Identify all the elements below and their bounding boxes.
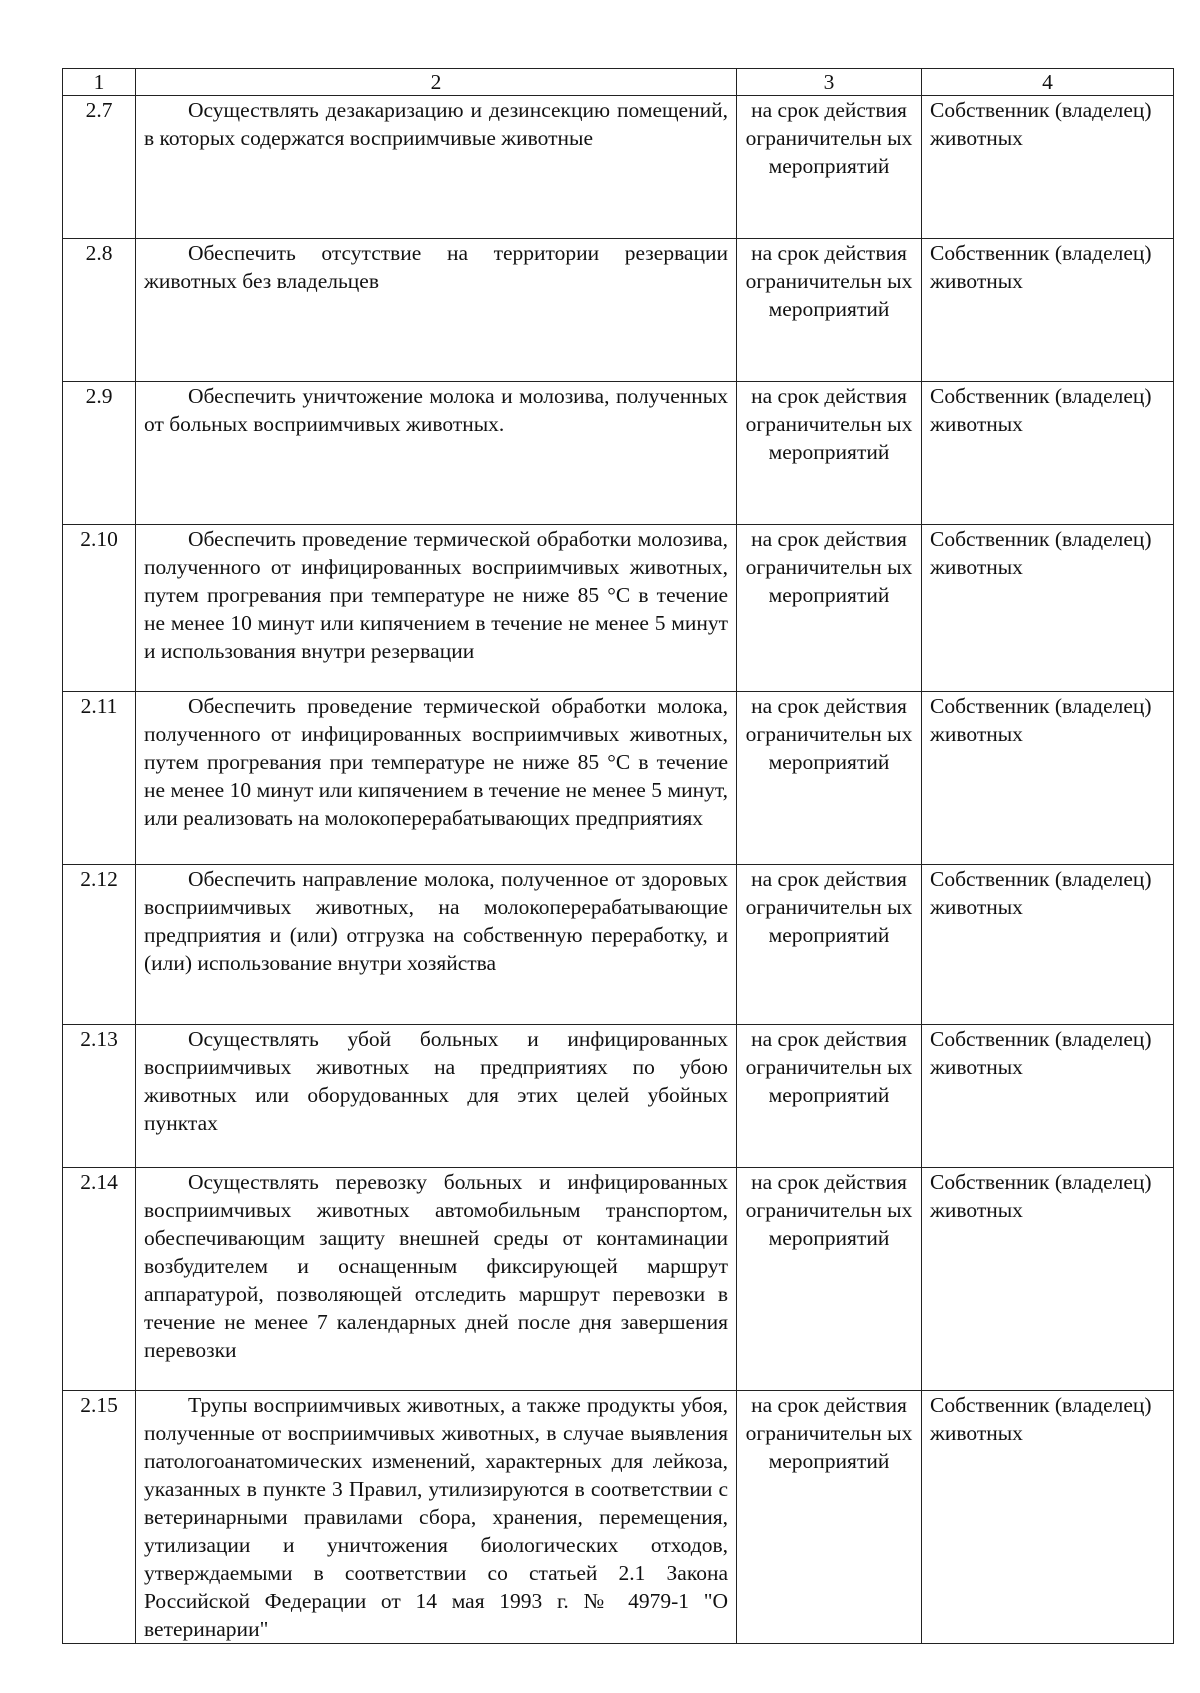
row-responsible: Собственник (владелец) животных	[922, 96, 1174, 239]
row-description: Осуществлять убой больных и инфицированных восприимчивых животных на предприятиях по убою животных или оборудованных для этих целей убойных пунктах	[136, 1025, 737, 1168]
row-number: 2.13	[63, 1025, 136, 1168]
row-responsible: Собственник (владелец) животных	[922, 1168, 1174, 1391]
table-row	[63, 1391, 1174, 1644]
header-col-2: 2	[136, 69, 737, 96]
row-responsible: Собственник (владелец) животных	[922, 1025, 1174, 1168]
row-term: на срок действия ограничительн ых мероприятий	[737, 382, 922, 525]
row-responsible: Собственник (владелец) животных	[922, 1391, 1174, 1644]
row-term: на срок действия ограничительн ых мероприятий	[737, 96, 922, 239]
table-row	[63, 1168, 1174, 1391]
row-responsible: Собственник (владелец) животных	[922, 865, 1174, 1025]
row-description: Обеспечить проведение термической обработки молозива, полученного от инфицированных восприимчивых животных, путем прогревания при температуре не ниже 85 °С в течение не менее 10 минут или кипячением в течение не менее 5 минут и использования внутри резервации	[136, 525, 737, 692]
table-row	[63, 382, 1174, 525]
row-term: на срок действия ограничительн ых мероприятий	[737, 1168, 922, 1391]
table-row	[63, 239, 1174, 382]
row-description: Осуществлять дезакаризацию и дезинсекцию помещений, в которых содержатся восприимчивые животные	[136, 96, 737, 239]
row-description: Обеспечить проведение термической обработки молока, полученного от инфицированных восприимчивых животных, путем прогревания при температуре не ниже 85 °С в течение не менее 10 минут или кипячением в течение не менее 5 минут, или реализовать на молокоперерабатывающих предприятиях	[136, 692, 737, 865]
row-responsible: Собственник (владелец) животных	[922, 525, 1174, 692]
row-responsible: Собственник (владелец) животных	[922, 239, 1174, 382]
header-col-4: 4	[922, 69, 1174, 96]
measures-table	[62, 68, 1174, 1644]
row-number: 2.8	[63, 239, 136, 382]
row-number: 2.10	[63, 525, 136, 692]
table-row	[63, 525, 1174, 692]
row-number: 2.7	[63, 96, 136, 239]
header-col-3: 3	[737, 69, 922, 96]
row-term: на срок действия ограничительн ых мероприятий	[737, 1025, 922, 1168]
row-number: 2.11	[63, 692, 136, 865]
row-description: Обеспечить направление молока, полученное от здоровых восприимчивых животных, на молокоперерабатывающие предприятия и (или) отгрузка на собственную переработку, и (или) использование внутри хозяйства	[136, 865, 737, 1025]
row-number: 2.12	[63, 865, 136, 1025]
table-row	[63, 96, 1174, 239]
row-description: Обеспечить уничтожение молока и молозива, полученных от больных восприимчивых животных.	[136, 382, 737, 525]
row-number: 2.14	[63, 1168, 136, 1391]
row-responsible: Собственник (владелец) животных	[922, 382, 1174, 525]
row-term: на срок действия ограничительн ых мероприятий	[737, 1391, 922, 1644]
table-row	[63, 1025, 1174, 1168]
table-row	[63, 692, 1174, 865]
table-row	[63, 865, 1174, 1025]
row-description: Трупы восприимчивых животных, а также продукты убоя, полученные от восприимчивых животных, в случае выявления патологоанатомических изменений, характерных для лейкоза, указанных в пункте 3 Правил, утилизируются в соответствии с ветеринарными правилами сбора, хранения, перемещения, утилизации и уничтожения биологических отходов, утверждаемыми в соответствии со статьей 2.1 Закона Российской Федерации от 14 мая 1993 г. № 4979-1 "О ветеринарии"	[136, 1391, 737, 1644]
row-term: на срок действия ограничительн ых мероприятий	[737, 239, 922, 382]
header-col-1: 1	[63, 69, 136, 96]
table-header-row	[63, 69, 1174, 96]
row-term: на срок действия ограничительн ых мероприятий	[737, 692, 922, 865]
row-description: Обеспечить отсутствие на территории резервации животных без владельцев	[136, 239, 737, 382]
row-term: на срок действия ограничительн ых мероприятий	[737, 525, 922, 692]
row-description: Осуществлять перевозку больных и инфицированных восприимчивых животных автомобильным транспортом, обеспечивающим защиту внешней среды от контаминации возбудителем и оснащенным фиксирующей маршрут аппаратурой, позволяющей отследить маршрут перевозки в течение не менее 7 календарных дней после дня завершения перевозки	[136, 1168, 737, 1391]
row-number: 2.15	[63, 1391, 136, 1644]
row-responsible: Собственник (владелец) животных	[922, 692, 1174, 865]
row-term: на срок действия ограничительн ых мероприятий	[737, 865, 922, 1025]
row-number: 2.9	[63, 382, 136, 525]
